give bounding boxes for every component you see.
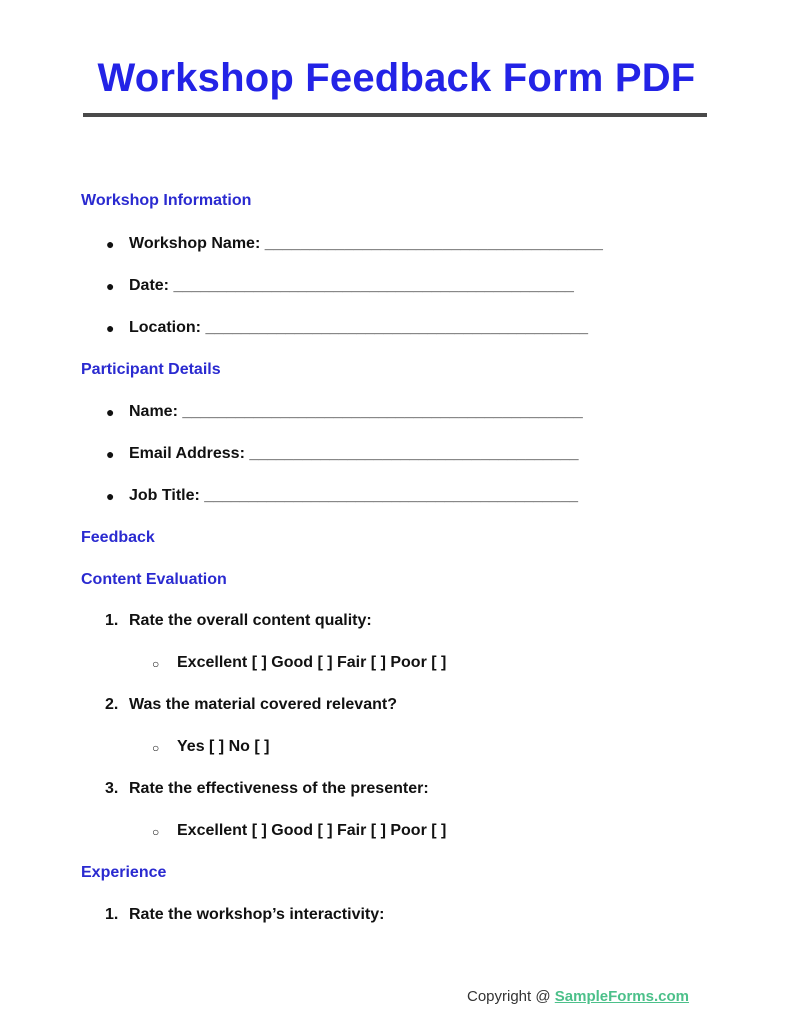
title-divider [83, 113, 707, 117]
question-number: 3. [105, 780, 119, 797]
section-heading-participant-details: Participant Details [81, 361, 221, 378]
circle-bullet-icon: ○ [152, 741, 160, 755]
question-interactivity: Rate the workshop’s interactivity: [129, 906, 385, 923]
bullet-icon: ● [106, 446, 115, 462]
question-number: 2. [105, 696, 119, 713]
circle-bullet-icon: ○ [152, 825, 160, 839]
options-content-quality[interactable]: Excellent [ ] Good [ ] Fair [ ] Poor [ ] [177, 654, 447, 671]
options-presenter-effectiveness[interactable]: Excellent [ ] Good [ ] Fair [ ] Poor [ ] [177, 822, 447, 839]
section-heading-workshop-information: Workshop Information [81, 192, 252, 209]
question-presenter-effectiveness: Rate the effectiveness of the presenter: [129, 780, 429, 797]
bullet-icon: ● [106, 488, 115, 504]
circle-bullet-icon: ○ [152, 657, 160, 671]
bullet-icon: ● [106, 236, 115, 252]
field-name[interactable]: Name: _____________________________________________ [129, 403, 583, 420]
question-number: 1. [105, 612, 119, 629]
options-material-relevant[interactable]: Yes [ ] No [ ] [177, 738, 270, 755]
question-number: 1. [105, 906, 119, 923]
field-date[interactable]: Date: _____________________________________________ [129, 277, 574, 294]
field-location[interactable]: Location: ___________________________________________ [129, 319, 589, 336]
field-job-title[interactable]: Job Title: __________________________________________ [129, 487, 578, 504]
question-material-relevant: Was the material covered relevant? [129, 696, 397, 713]
brand-link[interactable]: SampleForms.com [554, 988, 689, 1005]
field-workshop-name[interactable]: Workshop Name: ______________________________________ [129, 235, 603, 252]
field-email-address[interactable]: Email Address: _____________________________________ [129, 445, 579, 462]
bullet-icon: ● [106, 320, 115, 336]
question-content-quality: Rate the overall content quality: [129, 612, 372, 629]
section-heading-experience: Experience [81, 864, 167, 881]
section-heading-feedback: Feedback [81, 529, 155, 546]
footer-copyright [467, 988, 689, 1005]
copyright-text: Copyright @ [467, 988, 555, 1005]
page-title: Workshop Feedback Form PDF [97, 56, 696, 100]
bullet-icon: ● [106, 404, 115, 420]
section-heading-content-evaluation: Content Evaluation [81, 571, 227, 588]
bullet-icon: ● [106, 278, 115, 294]
